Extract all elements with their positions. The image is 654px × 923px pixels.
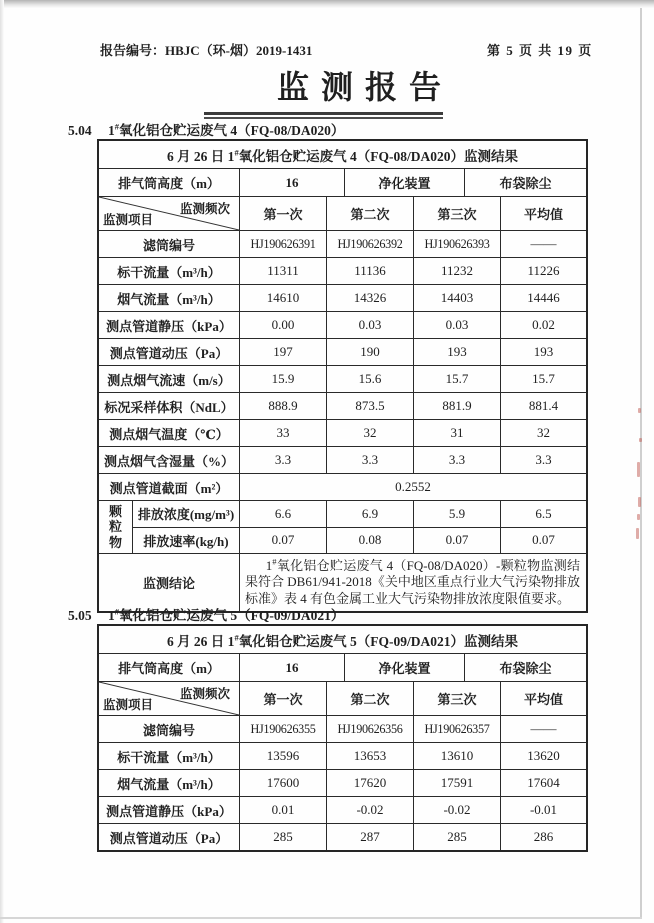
table-row [99,797,586,824]
paper-top-edge [0,0,654,8]
cell-value: 11136 [327,258,414,284]
stack-height-row [99,169,586,197]
table-row [99,716,586,743]
table-row [99,231,586,258]
row-label: 标干流量（m³/h） [99,743,240,769]
cell-value: 0.03 [414,312,501,338]
table-title-row [99,626,586,654]
cell-value: 17604 [527,775,560,790]
section-number: 5.04 [68,123,92,138]
column-header-third: 第三次 [414,682,501,715]
pollutant-name: 颗粒物 [108,503,122,550]
row-label: 排放速率(kg/h) [133,528,240,554]
row-label: 滤筒编号 [99,716,240,742]
cell-value: 6.5 [535,505,552,521]
stack-height-row [99,654,586,682]
table-row [99,420,586,447]
table-row [99,312,586,339]
particulate-group-row [99,501,586,554]
section-title: 1#氧化铝仓贮运废气 4（FQ-08/DA020） [108,121,345,138]
cell-value: 0.00 [240,312,327,338]
conclusion-label: 监测结论 [99,554,240,611]
cell-value: -0.02 [414,797,501,823]
section-heading-5-04 [68,119,344,139]
purifier-value: 布袋除尘 [499,176,552,191]
column-header-average: 平均值 [523,692,563,707]
cell-value: 0.02 [532,317,555,332]
cell-value: 286 [533,829,554,844]
purifier-label: 净化装置 [345,169,465,196]
cell-value: 32 [537,425,550,440]
table-title-row [99,141,586,169]
stack-height-label: 排气筒高度（m） [99,169,240,196]
cell-value: 14326 [327,285,414,311]
cell-value: 15.6 [327,366,414,392]
cell-value: 17600 [240,770,327,796]
cell-value: 5.9 [414,501,501,527]
cell-value: 0.08 [327,528,414,554]
corner-label-frequency: 监测频次 [179,202,230,216]
column-header-third: 第三次 [414,197,501,230]
cell-value: 888.9 [240,393,327,419]
cell-value: 14446 [527,290,560,305]
cell-value: 6.6 [240,501,327,527]
column-header-second: 第二次 [327,197,414,230]
cell-value: 3.3 [535,452,552,467]
column-header-first: 第一次 [240,682,327,715]
cell-value: 14610 [240,285,327,311]
corner-label-item: 监测项目 [103,698,154,712]
red-ink-bleed-mark [636,528,639,539]
paper-bottom-edge [0,917,642,919]
cell-value: 11226 [527,263,560,278]
row-label: 测点管道动压（Pa） [99,824,240,850]
table-row [99,285,586,312]
column-header-first: 第一次 [240,197,327,230]
cell-value: 3.3 [327,447,414,473]
cell-value: 193 [533,344,554,359]
section-heading-5-05 [68,604,344,624]
monitoring-table-fq08 [97,139,588,613]
section-number: 5.05 [68,608,92,623]
stack-height-value: 16 [240,169,345,196]
cell-value: HJ190626356 [327,716,414,742]
cell-value: HJ190626357 [414,716,501,742]
cell-value: 197 [240,339,327,365]
pollutant-subrows [133,501,586,553]
monitoring-table-fq09 [97,624,588,852]
row-label: 测点管道动压（Pa） [99,339,240,365]
cell-value: 881.9 [414,393,501,419]
corner-label-frequency: 监测频次 [179,687,230,701]
conclusion-row [99,554,586,611]
red-ink-bleed-mark [639,438,642,442]
cell-value: 0.07 [240,528,327,554]
cell-value: 285 [240,824,327,850]
table-row [133,501,586,528]
cell-value: —— [530,721,557,736]
cell-value: 11232 [414,258,501,284]
section-title: 1#氧化铝仓贮运废气 5（FQ-09/DA021） [108,606,345,623]
conclusion-cell [240,554,586,611]
corner-label-item: 监测项目 [103,213,154,227]
row-label: 标干流量（m³/h） [99,258,240,284]
table-title: 6 月 26 日 1#氧化铝仓贮运废气 4（FQ-08/DA020）监测结果 [166,147,519,164]
table-row [99,743,586,770]
table-row [99,339,586,366]
cell-value: 193 [414,339,501,365]
cell-value: 13620 [527,748,560,763]
cell-value: 0.01 [240,797,327,823]
cell-value: HJ190626392 [327,231,414,257]
report-number: 报告编号：HBJC（环-烟）2019-1431 [100,43,313,58]
table-row [99,393,586,420]
cell-value: 32 [327,420,414,446]
cell-value: 17620 [327,770,414,796]
cell-value: 287 [327,824,414,850]
cell-value: HJ190626391 [240,231,327,257]
cell-value: —— [530,236,557,251]
cell-value: 3.3 [240,447,327,473]
stack-height-label: 排气筒高度（m） [99,654,240,681]
row-label: 烟气流量（m³/h） [99,770,240,796]
red-ink-bleed-mark [638,408,641,413]
pollutant-name-cell [99,501,133,553]
cell-value: -0.01 [529,802,558,817]
document-title: 监 测 报 告 [276,69,443,105]
cell-value: 873.5 [327,393,414,419]
cell-value-merged: 0.2552 [395,479,431,494]
table-row [133,528,586,554]
purifier-label: 净化装置 [345,654,465,681]
cell-value: 15.7 [414,366,501,392]
cell-value: 14403 [414,285,501,311]
diagonal-corner-cell [99,682,240,715]
cell-value: 13610 [414,743,501,769]
cell-value: 15.7 [532,371,555,386]
row-label: 测点管道静压（kPa） [99,312,240,338]
red-ink-bleed-mark [637,514,640,520]
row-label: 排放浓度(mg/m³) [133,501,240,527]
cell-value: 190 [327,339,414,365]
red-ink-bleed-mark [638,497,641,507]
column-header-second: 第二次 [327,682,414,715]
cell-value: 6.9 [327,501,414,527]
page-indicator: 第 5 页 共 19 页 [487,43,593,58]
table-row [99,258,586,285]
stack-height-value: 16 [240,654,345,681]
cell-value: 11311 [240,258,327,284]
frequency-header-row [99,682,586,716]
cell-value: 0.07 [414,528,501,554]
cell-value: 17591 [414,770,501,796]
row-label: 烟气流量（m³/h） [99,285,240,311]
row-label: 标况采样体积（NdL） [99,393,240,419]
paper-left-edge [0,0,4,923]
cell-value: 13653 [327,743,414,769]
duct-section-row [99,474,586,501]
cell-value: 881.4 [528,398,559,413]
table-row [99,366,586,393]
row-label: 测点管道截面（m²） [99,474,240,500]
cell-value: 285 [414,824,501,850]
table-row [99,770,586,797]
title-underline [204,112,443,119]
cell-value: HJ190626393 [414,231,501,257]
cell-value: -0.02 [327,797,414,823]
cell-value: 31 [414,420,501,446]
cell-value: 33 [240,420,327,446]
table-title: 6 月 26 日 1#氧化铝仓贮运废气 5（FQ-09/DA021）监测结果 [166,632,519,649]
row-label: 测点烟气含湿量（%） [99,447,240,473]
row-label: 测点烟气流速（m/s） [99,366,240,392]
red-ink-bleed-mark [637,462,640,477]
paper-right-edge [640,8,642,917]
diagonal-corner-cell [99,197,240,230]
cell-value: 3.3 [414,447,501,473]
column-header-average: 平均值 [523,207,563,222]
row-label: 测点烟气温度（℃） [99,420,240,446]
row-label: 滤筒编号 [99,231,240,257]
cell-value: 0.07 [532,532,555,548]
table-row [99,447,586,474]
cell-value: 15.9 [240,366,327,392]
cell-value: HJ190626355 [240,716,327,742]
conclusion-text: 1#氧化铝仓贮运废气 4（FQ-08/DA020）-颗粒物监测结果符合 DB61/941-2018《关中地区重点行业大气污染物排放标准》表 4 有色金属工业大气污染物排放浓度限值要求。 [245,556,580,606]
row-label: 测点管道静压（kPa） [99,797,240,823]
frequency-header-row [99,197,586,231]
purifier-value: 布袋除尘 [499,661,552,676]
cell-value: 0.03 [327,312,414,338]
table-row [99,824,586,850]
cell-value: 13596 [240,743,327,769]
